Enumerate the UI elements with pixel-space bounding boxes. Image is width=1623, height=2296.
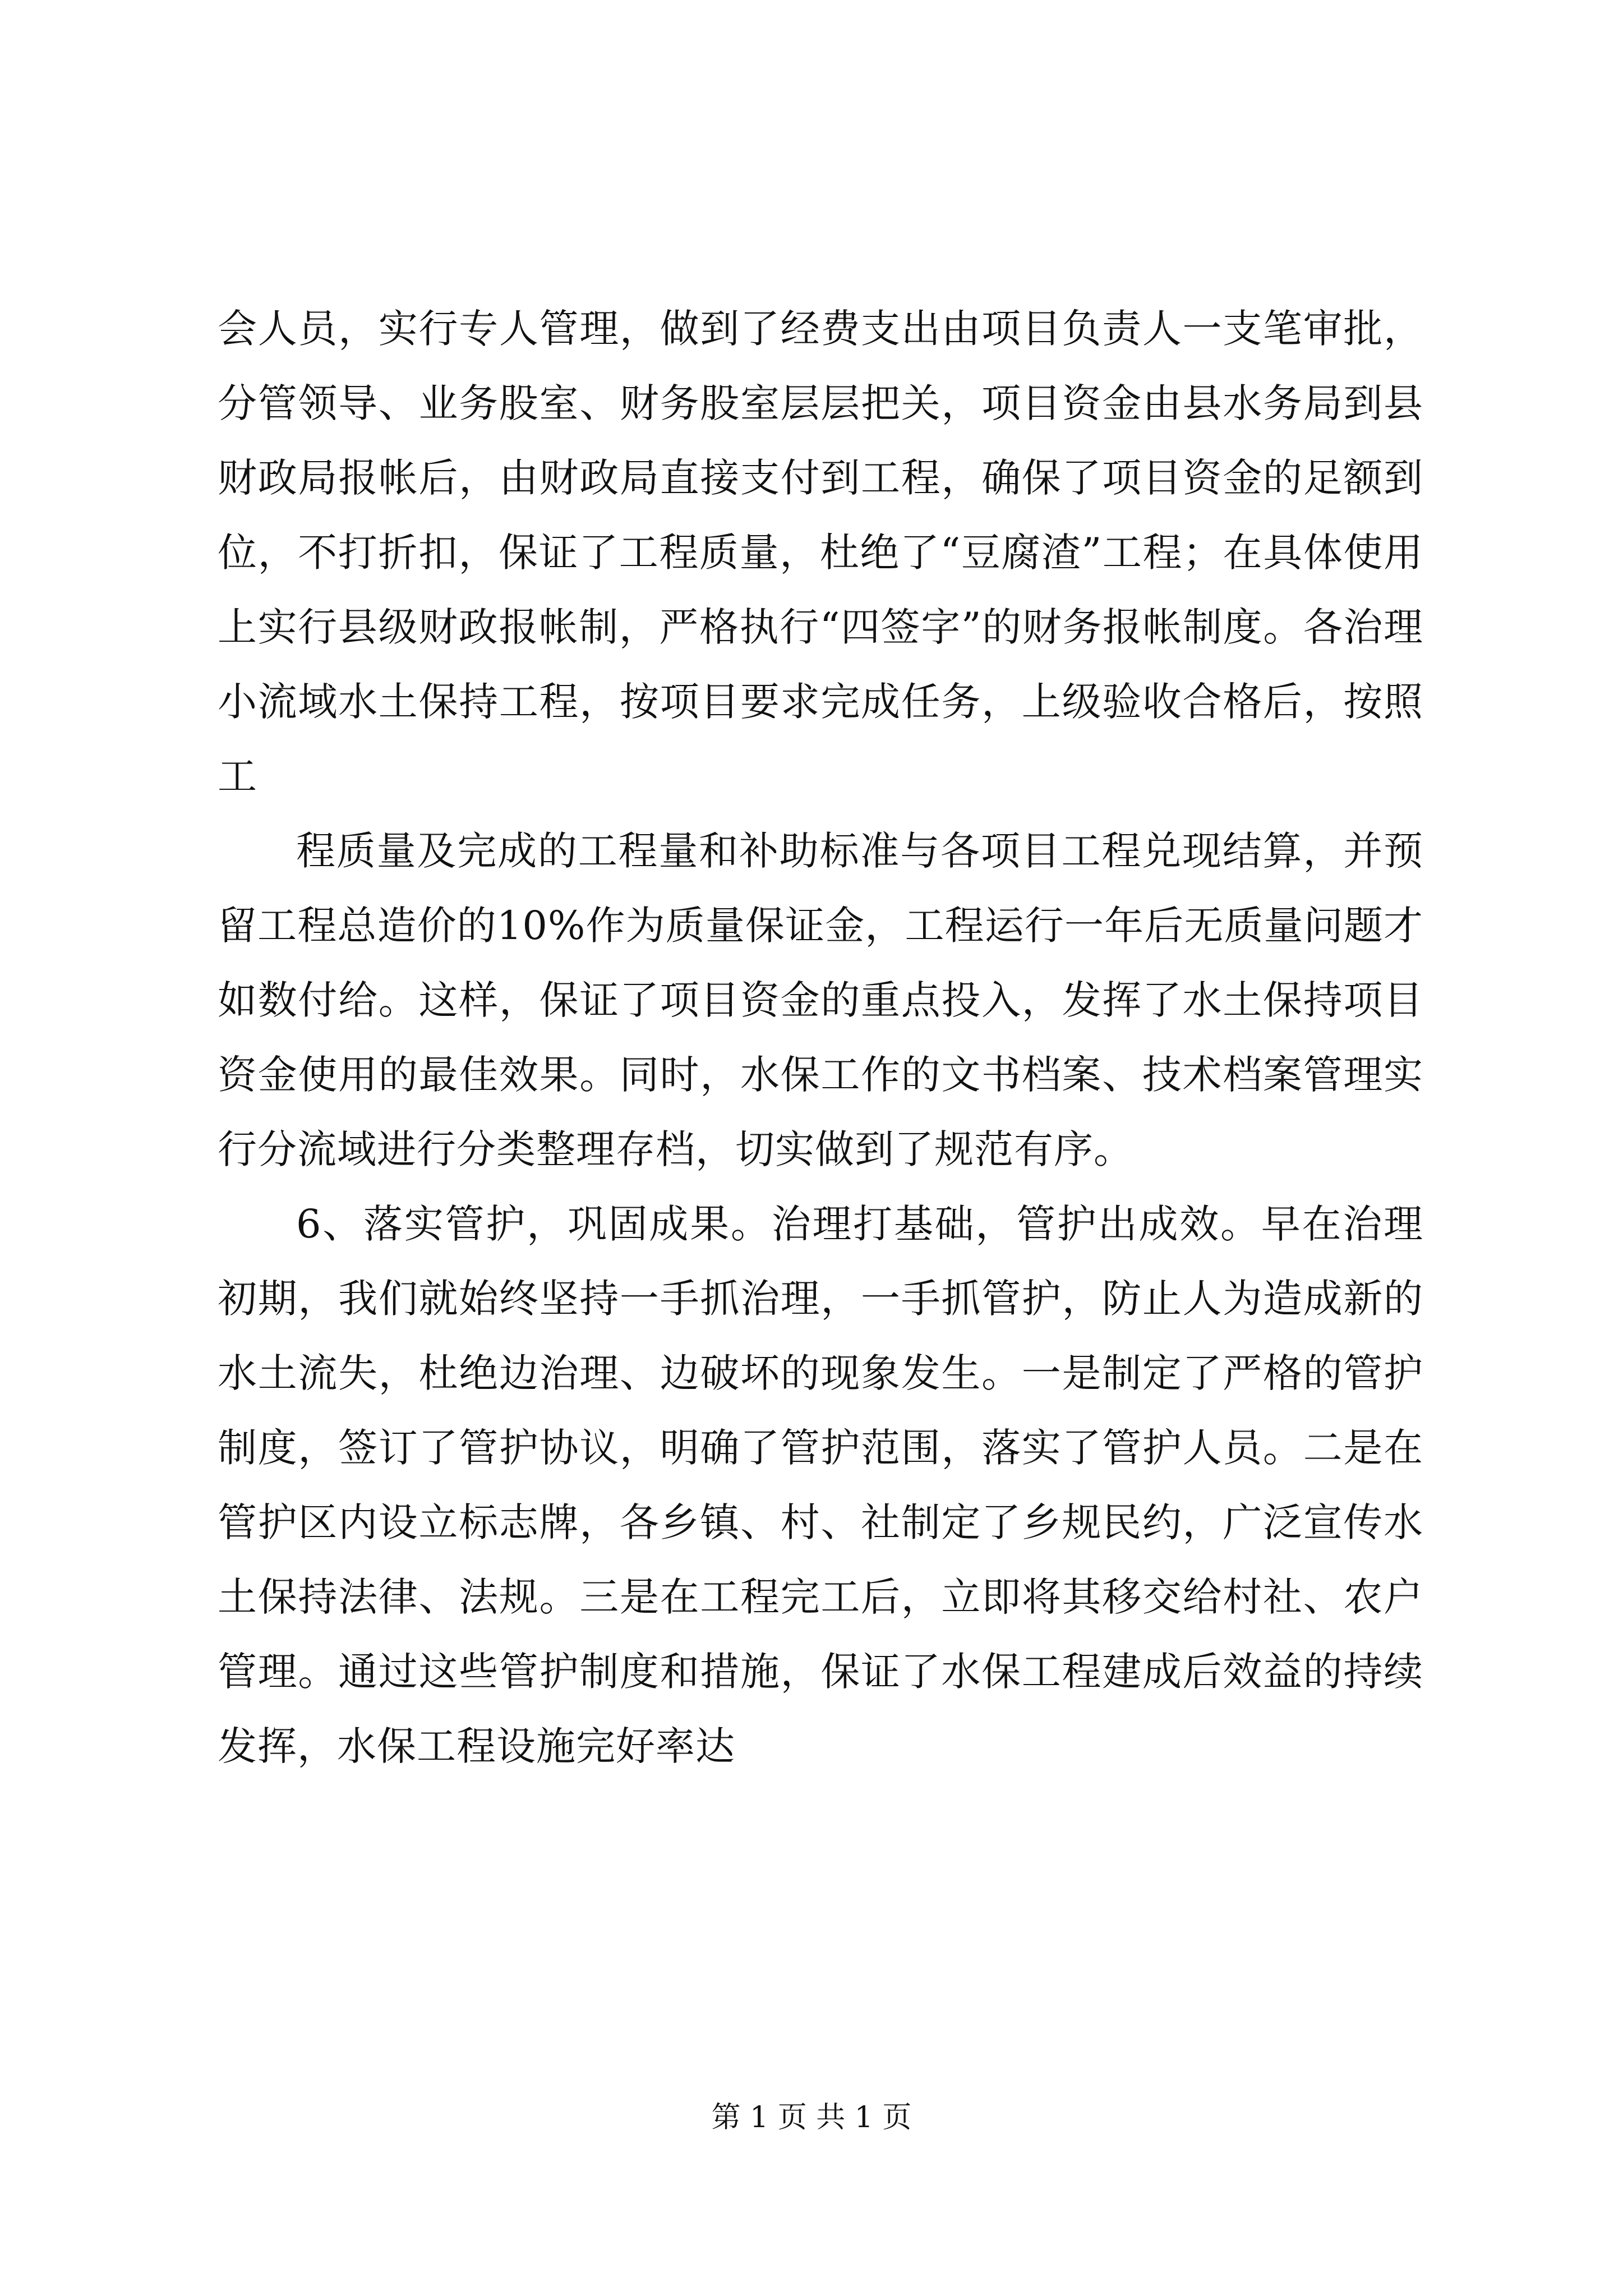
paragraph-3: 6、落实管护，巩固成果。治理打基础，管护出成效。早在治理初期，我们就始终坚持一手抓治理，一手抓管护，防止人为造成新的水土流失，杜绝边治理、边破坏的现象发生。一是制定了严格的管护制度，签订了管护协议，明确了管护范围，落实了管护人员。二是在管护区内设立标志牌，各乡镇、村、社制定了乡规民约，广泛宣传水土保持法律、法规。三是在工程完工后，立即将其移交给村社、农户管理。通过这些管护制度和措施，保证了水保工程建成后效益的持续发挥，水保工程设施完好率达 [218,1201,1423,1769]
document-body [218,292,1423,1784]
paragraph-2: 程质量及完成的工程量和补助标准与各项目工程兑现结算，并预留工程总造价的10%作为质量保证金，工程运行一年后无质量问题才如数付给。这样，保证了项目资金的重点投入，发挥了水土保持项目资金使用的最佳效果。同时，水保工作的文书档案、技术档案管理实行分流域进行分类整理存档，切实做到了规范有序。 [218,828,1423,1172]
paragraph-1: 会人员，实行专人管理，做到了经费支出由项目负责人一支笔审批，分管领导、业务股室、财务股室层层把关，项目资金由县水务局到县财政局报帐后，由财政局直接支付到工程，确保了项目资金的足额到位，不打折扣，保证了工程质量，杜绝了“豆腐渣”工程；在具体使用上实行县级财政报帐制，严格执行“四签字”的财务报帐制度。各治理小流域水土保持工程，按项目要求完成任务，上级验收合格后，按照工 [218,306,1423,799]
page-footer: 第 1 页 共 1 页 [711,2101,912,2134]
